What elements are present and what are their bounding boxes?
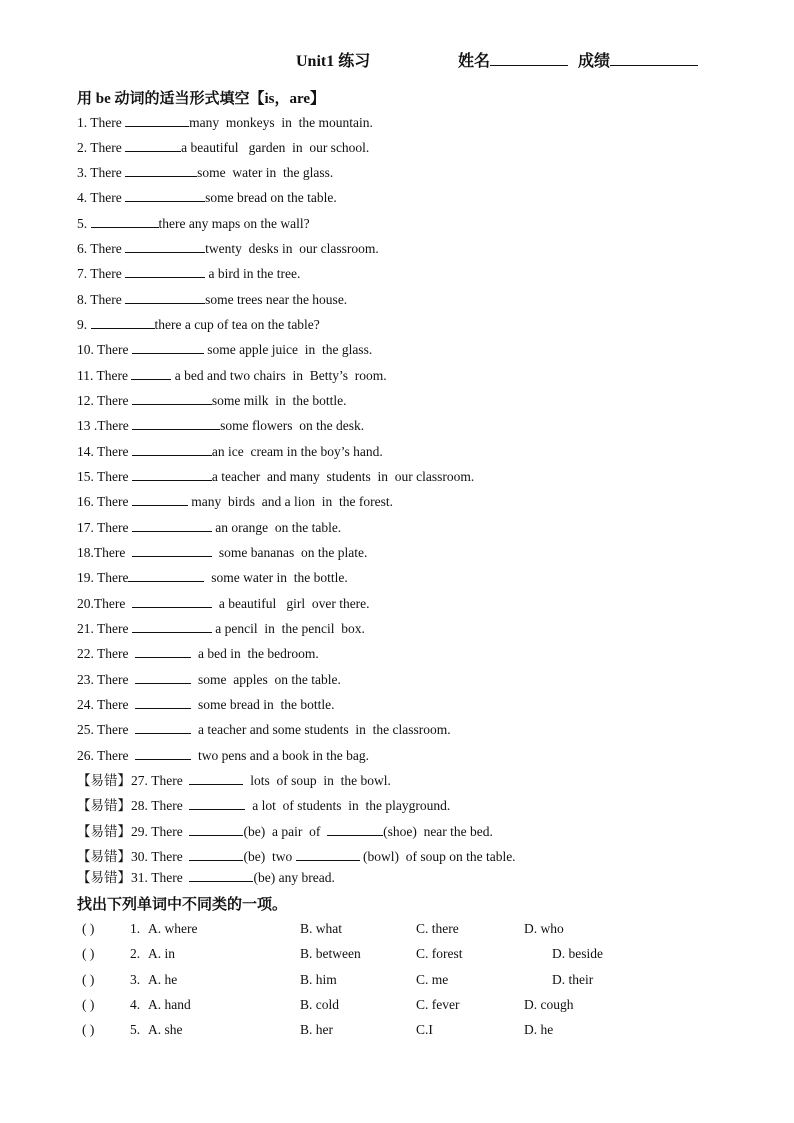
question-18 [77, 543, 367, 562]
answer-blank[interactable] [125, 188, 205, 202]
question-prefix: 16. There [77, 494, 132, 509]
answer-blank[interactable] [135, 746, 191, 760]
question-suffix: there a cup of tea on the table? [154, 317, 320, 332]
question-suffix: some apples on the table. [191, 672, 341, 687]
option-b: B. what [300, 921, 342, 936]
question-6 [77, 239, 379, 258]
answer-blank[interactable] [189, 847, 243, 861]
option-a: A. in [148, 946, 175, 961]
name-field[interactable] [458, 48, 568, 71]
question-2 [77, 138, 369, 157]
question-suffix: a beautiful girl over there. [212, 596, 370, 611]
question-suffix: some bread on the table. [205, 190, 337, 205]
question-suffix: a pencil in the pencil box. [211, 621, 365, 636]
question-prefix: 26. There [77, 748, 136, 763]
answer-blank[interactable] [189, 868, 253, 882]
name-label: 姓名 [458, 53, 491, 70]
answer-blank[interactable] [135, 670, 191, 684]
item-number: 5. [130, 1022, 141, 1037]
question-suffix: (bowl) of soup on the table. [359, 849, 516, 864]
question-prefix: 23. There [77, 672, 136, 687]
question-prefix: 10. There [77, 342, 132, 357]
question-prefix: 24. There [77, 697, 136, 712]
question-suffix: some trees near the house. [205, 292, 348, 307]
question-5 [77, 214, 310, 233]
question-suffix: many monkeys in the mountain. [189, 115, 373, 130]
option-b: B. him [300, 972, 337, 987]
score-field[interactable] [578, 48, 698, 71]
answer-blank[interactable] [132, 391, 212, 405]
question-prefix: 13 .There [77, 418, 133, 433]
question-suffix: (shoe) near the bed. [383, 824, 493, 839]
question-suffix: some milk in the bottle. [211, 393, 347, 408]
question-4 [77, 188, 337, 207]
question-3 [77, 163, 333, 182]
question-suffix: some bananas on the plate. [212, 545, 368, 560]
option-a: A. she [148, 1022, 183, 1037]
section2-title: 找出下列单词中不同类的一项。 [77, 897, 288, 913]
question-prefix: 17. There [77, 520, 132, 535]
answer-blank[interactable] [132, 492, 188, 506]
question-24 [77, 695, 334, 714]
question-30 [77, 847, 516, 866]
question-11 [77, 366, 387, 385]
answer-blank[interactable] [189, 796, 245, 810]
question-suffix: a bed in the bedroom. [191, 646, 319, 661]
question-prefix: 15. There [77, 469, 132, 484]
question-suffix: a teacher and many students in our classroom. [211, 469, 475, 484]
question-prefix: 12. There [77, 393, 132, 408]
question-suffix: a bed and two chairs in Betty’s room. [171, 368, 387, 383]
answer-blank[interactable] [125, 264, 205, 278]
answer-blank[interactable] [135, 644, 191, 658]
question-suffix: a beautiful garden in our school. [181, 140, 370, 155]
question-prefix: 20.There [77, 596, 133, 611]
option-d: D. cough [524, 997, 574, 1012]
question-10 [77, 340, 372, 359]
question-prefix: 8. There [77, 292, 126, 307]
question-1 [77, 113, 373, 132]
question-23 [77, 670, 341, 689]
question-middle: (be) a pair of [243, 824, 328, 839]
question-13 [77, 416, 364, 435]
question-14 [77, 442, 383, 461]
question-suffix: a teacher and some students in the classroom. [191, 722, 451, 737]
answer-blank[interactable] [125, 113, 189, 127]
question-prefix: 14. There [77, 444, 132, 459]
question-suffix: a lot of students in the playground. [245, 798, 451, 813]
answer-blank[interactable] [135, 695, 191, 709]
question-prefix: 21. There [77, 621, 132, 636]
answer-blank[interactable] [132, 543, 212, 557]
question-prefix: 4. There [77, 190, 126, 205]
option-c: C. there [416, 921, 459, 936]
answer-blank[interactable] [132, 340, 204, 354]
question-suffix: some water in the glass. [197, 165, 334, 180]
score-label: 成绩 [578, 53, 611, 70]
question-suffix: many birds and a lion in the forest. [187, 494, 393, 509]
question-31 [77, 868, 335, 887]
question-suffix: some flowers on the desk. [220, 418, 365, 433]
answer-blank[interactable] [135, 720, 191, 734]
question-prefix: 22. There [77, 646, 136, 661]
question-21 [77, 619, 365, 638]
choice-item-1 [82, 921, 722, 939]
option-d: D. their [552, 972, 594, 987]
question-suffix: (be) any bread. [253, 870, 335, 885]
option-c: C.I [416, 1022, 433, 1037]
question-suffix: lots of soup in the bowl. [243, 773, 391, 788]
answer-blank[interactable] [132, 518, 212, 532]
option-b: B. her [300, 1022, 333, 1037]
option-a: A. hand [148, 997, 191, 1012]
page-title: Unit1 练习 [296, 53, 371, 70]
question-suffix: some apple juice in the glass. [203, 342, 373, 357]
answer-blank[interactable] [132, 467, 212, 481]
answer-blank[interactable] [327, 822, 383, 836]
question-20 [77, 594, 370, 613]
question-prefix: 【易错】29. There [77, 824, 190, 839]
item-number: 3. [130, 972, 141, 987]
name-blank[interactable] [490, 49, 568, 66]
question-26 [77, 746, 369, 765]
answer-blank[interactable] [132, 619, 212, 633]
question-22 [77, 644, 319, 663]
question-middle: (be) two [243, 849, 296, 864]
answer-paren[interactable]: ( ) [82, 972, 95, 987]
answer-blank[interactable] [296, 847, 360, 861]
question-suffix: an orange on the table. [211, 520, 342, 535]
answer-paren[interactable]: ( ) [82, 946, 95, 961]
question-prefix: 25. There [77, 722, 136, 737]
answer-blank[interactable] [125, 163, 197, 177]
answer-blank[interactable] [125, 138, 181, 152]
question-prefix: 19. There [77, 570, 129, 585]
question-suffix: an ice cream in the boy’s hand. [211, 444, 383, 459]
option-a: A. where [148, 921, 198, 936]
question-prefix: 5. [77, 216, 91, 231]
option-b: B. between [300, 946, 361, 961]
question-15 [77, 467, 474, 486]
choice-item-4 [82, 997, 722, 1015]
answer-blank[interactable] [132, 416, 220, 430]
answer-blank[interactable] [125, 239, 205, 253]
question-suffix: there any maps on the wall? [158, 216, 310, 231]
question-prefix: 3. There [77, 165, 126, 180]
question-9 [77, 315, 320, 334]
question-suffix: a bird in the tree. [205, 266, 301, 281]
option-b: B. cold [300, 997, 339, 1012]
option-d: D. who [524, 921, 564, 936]
question-suffix: some bread in the bottle. [191, 697, 335, 712]
item-number: 2. [130, 946, 141, 961]
question-prefix: 【易错】27. There [77, 773, 190, 788]
question-suffix: twenty desks in our classroom. [205, 241, 379, 256]
question-prefix: 【易错】31. There [77, 870, 190, 885]
question-28 [77, 796, 450, 815]
option-a: A. he [148, 972, 178, 987]
question-prefix: 9. [77, 317, 91, 332]
question-16 [77, 492, 393, 511]
question-prefix: 【易错】30. There [77, 849, 190, 864]
answer-blank[interactable] [128, 568, 204, 582]
question-27 [77, 771, 391, 790]
question-prefix: 【易错】28. There [77, 798, 190, 813]
answer-blank[interactable] [91, 214, 159, 228]
question-19 [77, 568, 348, 587]
choice-item-3 [82, 972, 722, 990]
answer-blank[interactable] [91, 315, 155, 329]
answer-blank[interactable] [125, 290, 205, 304]
question-suffix: some water in the bottle. [204, 570, 348, 585]
item-number: 1. [130, 921, 141, 936]
question-12 [77, 391, 346, 410]
score-blank[interactable] [610, 49, 698, 66]
answer-blank[interactable] [132, 594, 212, 608]
question-8 [77, 290, 347, 309]
answer-blank[interactable] [131, 366, 171, 380]
answer-paren[interactable]: ( ) [82, 1022, 95, 1037]
choice-item-5 [82, 1022, 722, 1040]
option-d: D. beside [552, 946, 603, 961]
question-prefix: 11. There [77, 368, 132, 383]
answer-blank[interactable] [132, 442, 212, 456]
question-suffix: two pens and a book in the bag. [191, 748, 369, 763]
answer-paren[interactable]: ( ) [82, 997, 95, 1012]
choice-item-2 [82, 946, 722, 964]
answer-paren[interactable]: ( ) [82, 921, 95, 936]
item-number: 4. [130, 997, 141, 1012]
question-prefix: 2. There [77, 140, 126, 155]
question-7 [77, 264, 300, 283]
option-c: C. forest [416, 946, 463, 961]
section1-title: 用 be 动词的适当形式填空【is，are】 [77, 91, 326, 107]
option-d: D. he [524, 1022, 554, 1037]
option-c: C. me [416, 972, 449, 987]
question-prefix: 6. There [77, 241, 126, 256]
question-prefix: 18.There [77, 545, 133, 560]
header [0, 48, 794, 72]
question-25 [77, 720, 451, 739]
option-c: C. fever [416, 997, 460, 1012]
question-prefix: 7. There [77, 266, 126, 281]
question-prefix: 1. There [77, 115, 126, 130]
question-17 [77, 518, 341, 537]
question-29 [77, 822, 493, 841]
answer-blank[interactable] [189, 771, 243, 785]
answer-blank[interactable] [189, 822, 243, 836]
